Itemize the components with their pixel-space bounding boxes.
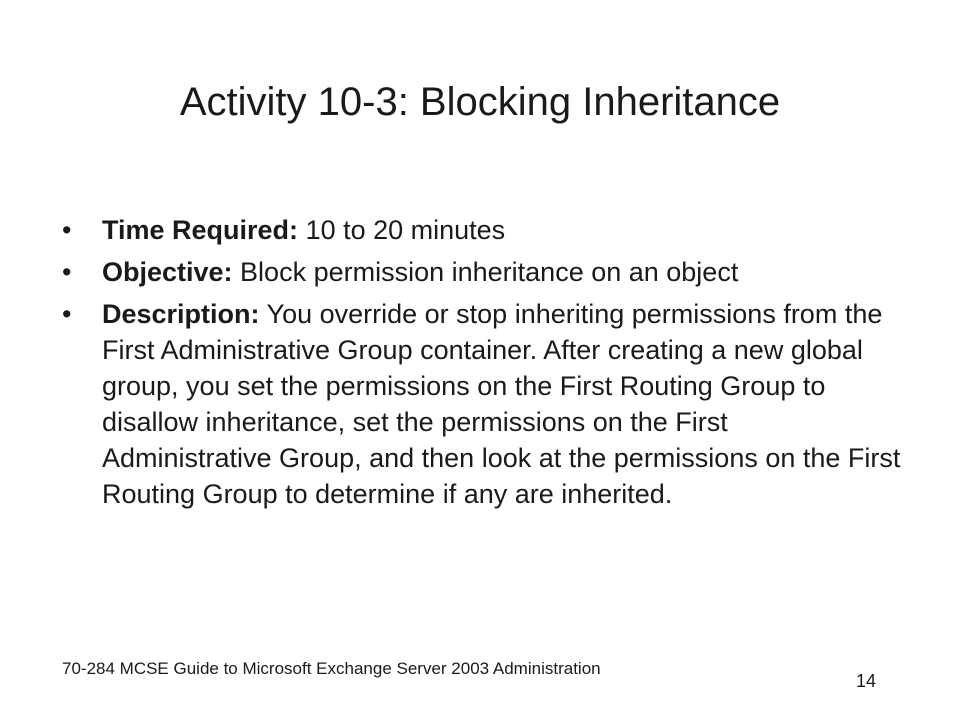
bullet-dot: •: [62, 215, 72, 245]
bullet-time-required: [62, 212, 902, 248]
bullet-label: Description:: [102, 299, 260, 329]
bullet-dot: •: [62, 299, 72, 329]
footer-course-title: 70-284 MCSE Guide to Microsoft Exchange Server 2003 Administration: [62, 659, 601, 678]
page-number: 14: [856, 671, 877, 691]
slide-title: Activity 10-3: Blocking Inheritance: [179, 80, 781, 124]
bullet-label: Time Required:: [102, 215, 299, 245]
bullet-text: Block permission inheritance on an object: [232, 257, 739, 287]
bullet-list: [62, 212, 902, 518]
bullet-description: [62, 296, 902, 512]
bullet-objective: [62, 254, 902, 290]
bullet-label: Objective:: [102, 257, 233, 287]
bullet-text: 10 to 20 minutes: [298, 215, 506, 245]
bullet-dot: •: [62, 257, 72, 287]
bullet-text: You override or stop inheriting permissions from the First Administrative Group container. After creating a new global group, you set the permissions on the First Routing Group to disallow inheritance, set the permissions on the First Administrative Group, and then look at the permissions on the First Routing Group to determine if any are inherited.: [102, 299, 901, 509]
